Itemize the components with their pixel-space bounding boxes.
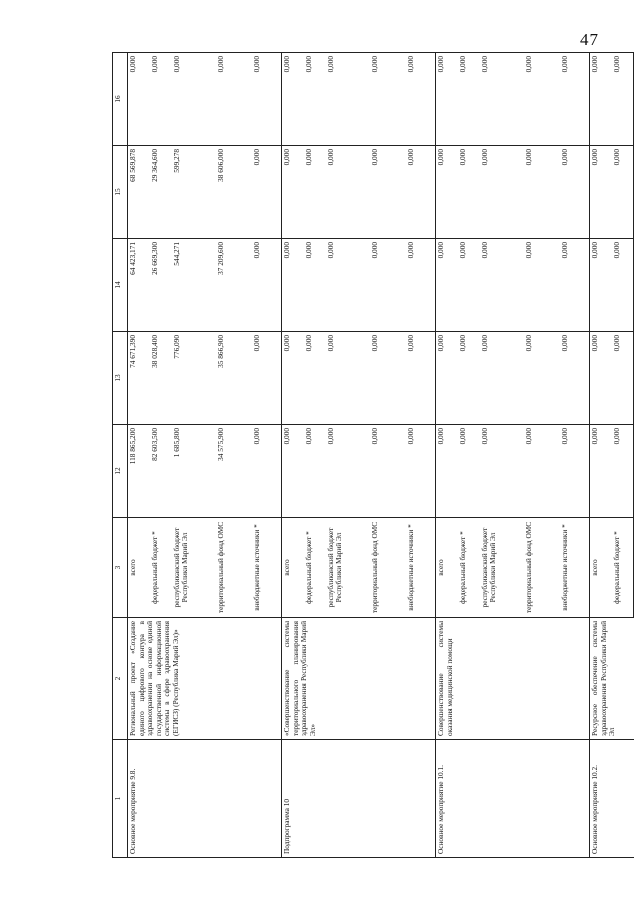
value-cell-13: 0,000 (458, 332, 480, 425)
funding-source: республиканский бюджет Республики Марий Эл (172, 518, 216, 618)
value-cell-16: 0,000 (590, 53, 612, 146)
funding-source: федеральный бюджет * (458, 518, 480, 618)
budget-table (112, 52, 634, 858)
table-body (128, 53, 634, 858)
value-cell-14: 0,000 (480, 239, 524, 332)
group-description: Совершенствование системы оказания медицинской помощи (436, 618, 590, 740)
value-cell-13: 0,000 (524, 332, 560, 425)
value-cell-12: 0,000 (406, 425, 436, 518)
value-cell-16: 0,000 (458, 53, 480, 146)
value-cell-16: 0,000 (480, 53, 524, 146)
funding-source: федеральный бюджет * (304, 518, 326, 618)
group-name: Подпрограмма 10 (282, 740, 436, 858)
funding-source: внебюджетные источники * (252, 518, 282, 618)
funding-source: всего (436, 518, 458, 618)
group-name: Основное мероприятие 10.2. (590, 740, 634, 858)
value-cell-16: 0,000 (406, 53, 436, 146)
value-cell-14: 26 669,300 (150, 239, 172, 332)
funding-source: федеральный бюджет * (612, 518, 634, 618)
funding-source: внебюджетные источники * (406, 518, 436, 618)
value-cell-15: 68 569,878 (128, 146, 150, 239)
funding-source: республиканский бюджет Республики Марий Эл (480, 518, 524, 618)
value-cell-15: 0,000 (304, 146, 326, 239)
group-description: Региональный проект «Создание единого цифрового контура в здравоохранении на основе единой государственной информационной системы в сфере здравоохранения (ЕГИСЗ) (Республика Марий Эл)» (128, 618, 282, 740)
value-cell-14: 0,000 (406, 239, 436, 332)
value-cell-13: 0,000 (590, 332, 612, 425)
value-cell-15: 0,000 (252, 146, 282, 239)
value-cell-12: 0,000 (304, 425, 326, 518)
value-cell-13: 0,000 (252, 332, 282, 425)
value-cell-14: 0,000 (282, 239, 304, 332)
funding-source: республиканский бюджет Республики Марий Эл (326, 518, 370, 618)
value-cell-14: 544,271 (172, 239, 216, 332)
table-row (436, 53, 458, 858)
value-cell-12: 118 865,200 (128, 425, 150, 518)
value-cell-14: 0,000 (436, 239, 458, 332)
rotated-table-page (112, 53, 632, 858)
value-cell-15: 29 364,600 (150, 146, 172, 239)
funding-source: всего (282, 518, 304, 618)
page-number: 47 (580, 30, 599, 49)
value-cell-15: 0,000 (524, 146, 560, 239)
value-cell-14: 0,000 (370, 239, 406, 332)
value-cell-15: 0,000 (458, 146, 480, 239)
value-cell-16: 0,000 (560, 53, 590, 146)
value-cell-14: 0,000 (304, 239, 326, 332)
group-name: Основное мероприятие 10.1. (436, 740, 590, 858)
value-cell-15: 0,000 (612, 146, 634, 239)
value-cell-12: 0,000 (480, 425, 524, 518)
value-cell-15: 0,000 (560, 146, 590, 239)
value-cell-14: 0,000 (560, 239, 590, 332)
funding-source: территориальный фонд ОМС (524, 518, 560, 618)
value-cell-14: 37 209,600 (216, 239, 252, 332)
value-cell-14: 0,000 (524, 239, 560, 332)
value-cell-13: 35 866,900 (216, 332, 252, 425)
value-cell-15: 0,000 (480, 146, 524, 239)
value-cell-12: 0,000 (524, 425, 560, 518)
group-name: Основное мероприятие 9.8. (128, 740, 282, 858)
value-cell-14: 0,000 (458, 239, 480, 332)
table-row (590, 53, 612, 858)
col-header-13: 13 (113, 332, 128, 425)
value-cell-16: 0,000 (436, 53, 458, 146)
value-cell-13: 74 671,390 (128, 332, 150, 425)
table-row (128, 53, 150, 858)
value-cell-12: 0,000 (590, 425, 612, 518)
funding-source: всего (590, 518, 612, 618)
value-cell-13: 0,000 (612, 332, 634, 425)
col-header-15: 15 (113, 146, 128, 239)
table-row (282, 53, 304, 858)
value-cell-15: 38 606,000 (216, 146, 252, 239)
value-cell-13: 0,000 (370, 332, 406, 425)
value-cell-12: 1 685,800 (172, 425, 216, 518)
value-cell-15: 0,000 (326, 146, 370, 239)
value-cell-13: 0,000 (406, 332, 436, 425)
value-cell-16: 0,000 (612, 53, 634, 146)
funding-source: всего (128, 518, 150, 618)
header-row (113, 53, 128, 858)
value-cell-12: 82 603,500 (150, 425, 172, 518)
value-cell-16: 0,000 (172, 53, 216, 146)
value-cell-16: 0,000 (128, 53, 150, 146)
value-cell-13: 0,000 (304, 332, 326, 425)
value-cell-13: 0,000 (282, 332, 304, 425)
value-cell-13: 0,000 (560, 332, 590, 425)
col-header-3: 3 (113, 518, 128, 618)
value-cell-15: 599,278 (172, 146, 216, 239)
group-description: «Совершенствование системы территориального планирования здравоохранения Республики Марий Эл» (282, 618, 436, 740)
value-cell-12: 0,000 (282, 425, 304, 518)
value-cell-15: 0,000 (282, 146, 304, 239)
value-cell-14: 0,000 (612, 239, 634, 332)
value-cell-15: 0,000 (436, 146, 458, 239)
group-description: Ресурсное обеспечение системы здравоохранения Республики Марий Эл (590, 618, 634, 740)
value-cell-12: 0,000 (326, 425, 370, 518)
value-cell-15: 0,000 (590, 146, 612, 239)
col-header-14: 14 (113, 239, 128, 332)
value-cell-14: 0,000 (252, 239, 282, 332)
value-cell-12: 0,000 (436, 425, 458, 518)
funding-source: территориальный фонд ОМС (370, 518, 406, 618)
value-cell-12: 34 575,900 (216, 425, 252, 518)
value-cell-12: 0,000 (612, 425, 634, 518)
value-cell-12: 0,000 (560, 425, 590, 518)
value-cell-13: 38 028,400 (150, 332, 172, 425)
funding-source: внебюджетные источники * (560, 518, 590, 618)
value-cell-13: 0,000 (480, 332, 524, 425)
value-cell-12: 0,000 (458, 425, 480, 518)
value-cell-16: 0,000 (524, 53, 560, 146)
value-cell-16: 0,000 (304, 53, 326, 146)
value-cell-12: 0,000 (252, 425, 282, 518)
value-cell-16: 0,000 (216, 53, 252, 146)
value-cell-16: 0,000 (150, 53, 172, 146)
value-cell-15: 0,000 (370, 146, 406, 239)
col-header-12: 12 (113, 425, 128, 518)
value-cell-13: 776,090 (172, 332, 216, 425)
value-cell-13: 0,000 (436, 332, 458, 425)
col-header-16: 16 (113, 53, 128, 146)
value-cell-14: 0,000 (590, 239, 612, 332)
col-header-2: 2 (113, 618, 128, 740)
col-header-1: 1 (113, 740, 128, 858)
value-cell-12: 0,000 (370, 425, 406, 518)
value-cell-14: 0,000 (326, 239, 370, 332)
value-cell-16: 0,000 (370, 53, 406, 146)
value-cell-16: 0,000 (326, 53, 370, 146)
value-cell-16: 0,000 (282, 53, 304, 146)
value-cell-14: 64 423,171 (128, 239, 150, 332)
value-cell-16: 0,000 (252, 53, 282, 146)
funding-source: территориальный фонд ОМС (216, 518, 252, 618)
value-cell-15: 0,000 (406, 146, 436, 239)
funding-source: федеральный бюджет * (150, 518, 172, 618)
value-cell-13: 0,000 (326, 332, 370, 425)
